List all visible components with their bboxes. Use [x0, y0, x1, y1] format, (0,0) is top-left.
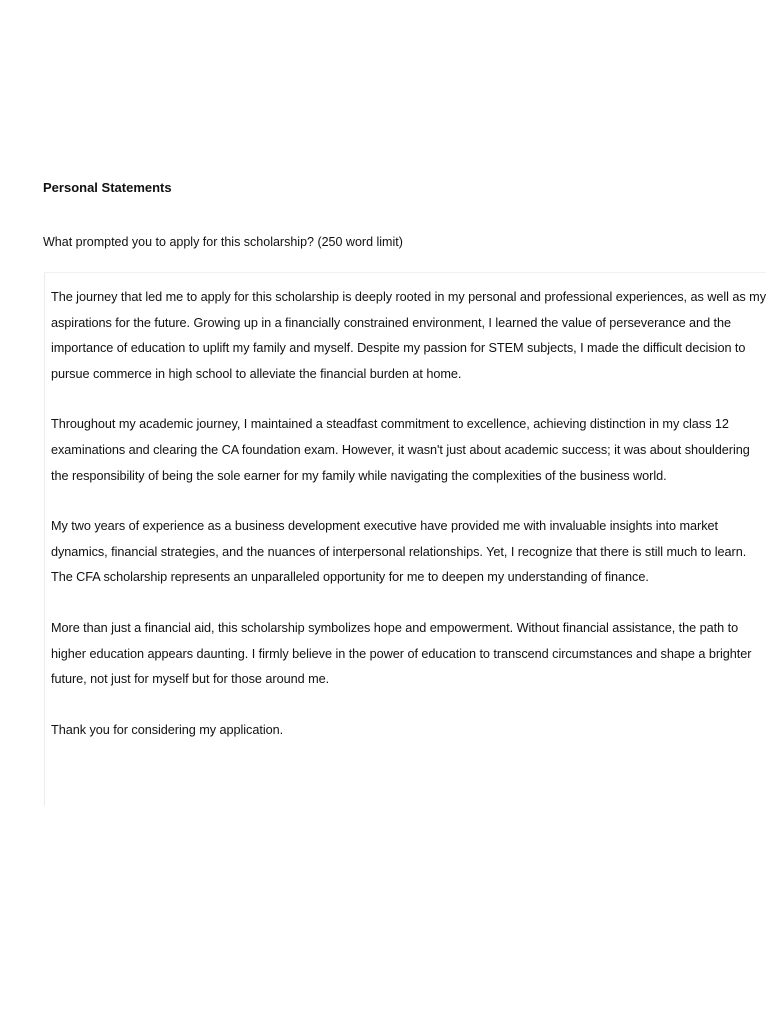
answer-paragraph-4: More than just a financial aid, this scholarship symbolizes hope and empowerment. Without financial assistance, the path to higher education appears daunting. I firmly believe in the power of education to transcend circumstances and shape a brighter future, not just for myself but for those around me.: [51, 620, 752, 687]
answer-paragraph-2: Throughout my academic journey, I maintained a steadfast commitment to excellence, achieving distinction in my class 12 examinations and clearing the CA foundation exam. However, it wasn't just about academic success; it was about shouldering the responsibility of being the sole earner for my family while navigating the complexities of the business world.: [51, 417, 750, 483]
answer-paragraph-1: The journey that led me to apply for this scholarship is deeply rooted in my personal and professional experiences, as well as my aspirations for the future. Growing up in a financially constrained environment, I learned the value of perseverance and the importance of education to uplift my family and myself. Despite my passion for STEM subjects, I made the difficult decision to pursue commerce in high school to alleviate the financial burden at home.: [51, 290, 766, 381]
answer-text-area: [44, 272, 766, 806]
scholarship-question: What prompted you to apply for this scholarship? (250 word limit): [43, 235, 403, 249]
answer-closing-line: Thank you for considering my application.: [51, 722, 284, 737]
section-title: Personal Statements: [43, 180, 172, 195]
answer-paragraph-3: My two years of experience as a business development executive have provided me with invaluable insights into market dynamics, financial strategies, and the nuances of interpersonal relationships. Yet, I recognize that there is still much to learn. The CFA scholarship represents an unparalleled opportunity for me to deepen my understanding of finance.: [51, 519, 747, 585]
